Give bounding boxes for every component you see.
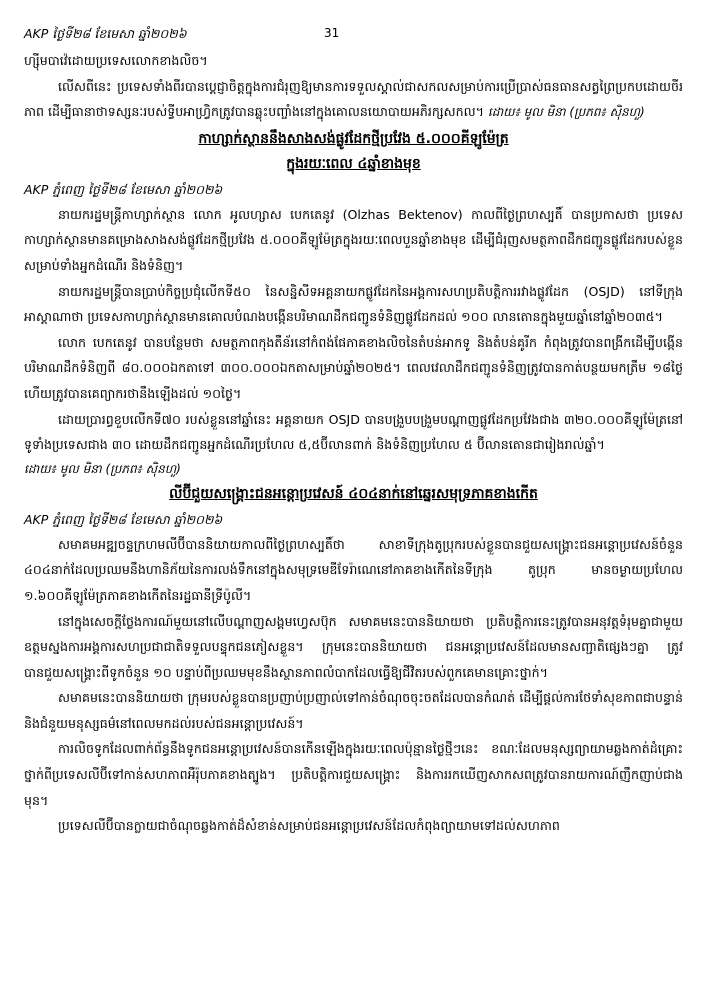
- article-libya-migrants: [24, 482, 683, 839]
- paragraph: នាយករដ្ឋមន្ត្រីកាហ្សាក់ស្ថាន លោក អូលហ្សាស បេកតេនូវ (Olzhas Bektenov) កាលពីថ្ងៃព្រហស្បតិ៍ បានប្រកាសថា ប្រទេសកាហ្សាក់ស្ថានមានគម្រោងសាងសង់ផ្លូវដែកថ្មីប្រវែង ៥.០០០គីឡូម៉ែត្រក្នុងរយៈពេលបួនឆ្នាំខាងមុខ ដើម្បីជំរុញសមត្ថភាពដឹកជញ្ជូនផ្លូវដែករបស់ខ្លួនសម្រាប់ទាំងអ្នកដំណើរ និងទំនិញ។: [24, 206, 683, 273]
- paragraph: សមាគមនេះបាននិយាយថា ក្រុមរបស់ខ្លួនបានប្រញាប់ប្រញាល់ទៅកាន់ចំណុចចុះចតដែលបានកំណត់ ដើម្បីផ្ដល់ការថែទាំសុខភាពជាបន្ទាន់ និងជំនួយមនុស្សធម៌នៅពេលមកដល់របស់ជនអន្តោប្រវេសន៍។: [24, 690, 683, 731]
- paragraph: សមាគមអឌ្ឍចន្ទក្រហមលីប៊ីបាននិយាយកាលពីថ្ងៃព្រហស្បតិ៍ថា សាខាទីក្រុងតូប្រុករបស់ខ្លួនបានជួយសង្គ្រោះជនអន្តោប្រវេសន៍ចំនួន ៤០៤នាក់ដែលប្រឈមនឹងហានិភ័យនៃការលង់ទឹកនៅក្នុងសមុទ្រមេឌីទែរ៉ាណេនៅភាគខាងកើតនៃទីក្រុង តូប្រុក មានចម្ងាយប្រហែល ១.៦០០គីឡូម៉ែត្រភាគខាងកើតនៃរដ្ឋធានីទ្រីប៉ូលី។: [24, 536, 683, 603]
- headline-text: លីប៊ីជួយសង្គ្រោះជនអន្តោប្រវេសន៍ ៤០៤នាក់នៅឆ្នេរសមុទ្រភាគខាងកើត: [169, 485, 538, 502]
- paragraph: ប្រទេសលីប៊ីបានក្លាយជាចំណុចឆ្លងកាត់ដ៏សំខាន់សម្រាប់ជនអន្តោប្រវេសន៍ដែលកំពុងព្យាយាមទៅដល់សហភាព: [58, 818, 560, 834]
- paragraph: លោក បេកតេនូវ បានបន្ថែមថា សមត្ថភាពកុងតឺន័រនៅកំពង់ផែភាគខាងលិចនៃតំបន់អាកទូ និងតំបន់គូរីក កំពុងត្រូវបានពង្រីកដើម្បីបង្កើនបរិមាណដឹកទំនិញពី ៨០.០០០ឯកតាទៅ ៣០០.០០០ឯកតាសម្រាប់ឆ្នាំ២០២៥។ ពេលវេលាដឹកជញ្ជូនទំនិញត្រូវបានកាត់បន្ថយមកត្រឹម ១៨ថ្ងៃ ហើយត្រូវបានគេព្យាករថានឹងឡើងដល់ ១០ថ្ងៃ។: [24, 334, 683, 401]
- byline: ដោយ៖ មូល មិនា (ប្រភព៖ ស៊ិនហួ): [487, 105, 645, 120]
- page-number: 31: [324, 26, 340, 40]
- headline-line-1: កាហ្សាក់ស្ថាននឹងសាងសង់ផ្លូវដែកថ្មីប្រវែង ៥.០០០គីឡូម៉ែត្រ: [198, 130, 509, 147]
- page-header: [24, 26, 683, 48]
- dateline: AKP ភ្នំពេញ ថ្ងៃទី២៨ ខែមេសា ឆ្នាំ២០២៦: [24, 181, 223, 197]
- paragraph: ដោយប្រារព្ធខួបលើកទី៧០ របស់ខ្លួននៅឆ្នាំនេះ អគ្គនាយក OSJD បានបង្រួបបង្រួមបណ្ដាញផ្លូវដែកប្រវែងជាង ៣២០.០០០គីឡូម៉ែត្រនៅទូទាំងប្រទេសជាង ៣០ ដោយដឹកជញ្ជូនអ្នកដំណើរប្រហែល ៥,៥ប៊ីលានពាក់ និងទំនិញប្រហែល ៥ ប៊ីលានតោនជារៀងរាល់ឆ្នាំ។: [24, 411, 683, 453]
- paragraph: នាយករដ្ឋមន្ត្រីបានប្រាប់កិច្ចប្រជុំលើកទី៥០ នៃសន្និសីទអគ្គនាយកផ្លូវដែកនៃអង្គការសហប្រតិបត្តិការរវាងផ្លូវដែក (OSJD) នៅទីក្រុងអាស្តាណាថា ប្រទេសកាហ្សាក់ស្ថានមានគោលបំណងបង្កើនបរិមាណដឹកជញ្ជូនទំនិញផ្លូវដែកដល់ ១០០ លានតោនក្នុងមួយឆ្នាំនៅឆ្នាំ២០៣៥។: [24, 283, 683, 325]
- paragraph-text: លើសពីនេះ ប្រទេសទាំងពីរបានប្ដេជ្ញាចិត្តក្នុងការជំរុញឱ្យមានការទទួលស្គាល់ជាសកលសម្រាប់ការប្រើប្រាស់ធនធានសត្វព្រៃប្រកបដោយចីរភាព ដើម្បីធានាថាទស្សនៈរបស់ទ្វីបអាហ្វ្រិកត្រូវបានឆ្លុះបញ្ចាំងនៅក្នុងគោលនយោបាយអភិរក្សសកល។: [24, 78, 683, 120]
- paragraph: នៅក្នុងសេចក្តីថ្លែងការណ៍មួយនៅលើបណ្ដាញសង្គមហ្វេសប៊ុក សមាគមនេះបាននិយាយថា ប្រតិបត្តិការនេះត្រូវបានអនុវត្តទំរុមគ្នាជាមួយឧត្តមស្នងការអង្គការសហប្រជាជាតិទទួលបន្ទុកជនភៀសខ្លួន។ ក្រុមនេះបាននិយាយថា ជនអន្តោប្រវេសន៍ដែលមានសញ្ជាតិផ្សេងៗគ្នា ត្រូវបានជួយសង្គ្រោះពីទូកចំនួន ១០ បន្ទាប់ពីប្រឈមមុខនឹងស្ថានភាពលំបាកដែលធ្វើឱ្យជីវិតរបស់ពួកគេមានគ្រោះថ្នាក់។: [24, 613, 683, 680]
- article-headline: [24, 127, 683, 177]
- paragraph: ហ្ស៊ីមបាវ៉េដោយប្រទេសលោកខាងលិច។: [24, 53, 208, 68]
- article-zimbabwe-continuation: [24, 48, 683, 125]
- issue-label: AKP ថ្ងៃទី២៨ ខែមេសា ឆ្នាំ២០២៦: [24, 26, 187, 41]
- headline-line-2: ក្នុងរយៈពេល ៤ឆ្នាំខាងមុខ: [286, 155, 421, 172]
- paragraph: ការលិចទូកដែលពាក់ព័ន្ធនឹងទូកជនអន្តោប្រវេសន៍បានកើនឡើងក្នុងរយៈពេលប៉ុន្មានថ្ងៃថ្មីៗនេះ ខណៈដែលមនុស្សព្យាយាមឆ្លងកាត់ដំគ្រោះថ្នាក់ពីប្រទេសលីប៊ីទៅកាន់សហភាពអឺរ៉ុបភាគខាងត្បូង។ ប្រតិបត្តិការជួយសង្គ្រោះ និងការរកឃើញសាកសពត្រូវបានរាយការណ៍ញឹកញាប់ជាងមុន។: [24, 741, 683, 808]
- paragraph: [24, 74, 683, 125]
- article-kazakhstan-railway: [24, 127, 683, 480]
- byline: ដោយ៖ មូល មិនា (ប្រភព៖ ស៊ិនហួ): [24, 461, 181, 476]
- article-headline: [24, 482, 683, 507]
- dateline: AKP ភ្នំពេញ ថ្ងៃទី២៨ ខែមេសា ឆ្នាំ២០២៦: [24, 511, 223, 527]
